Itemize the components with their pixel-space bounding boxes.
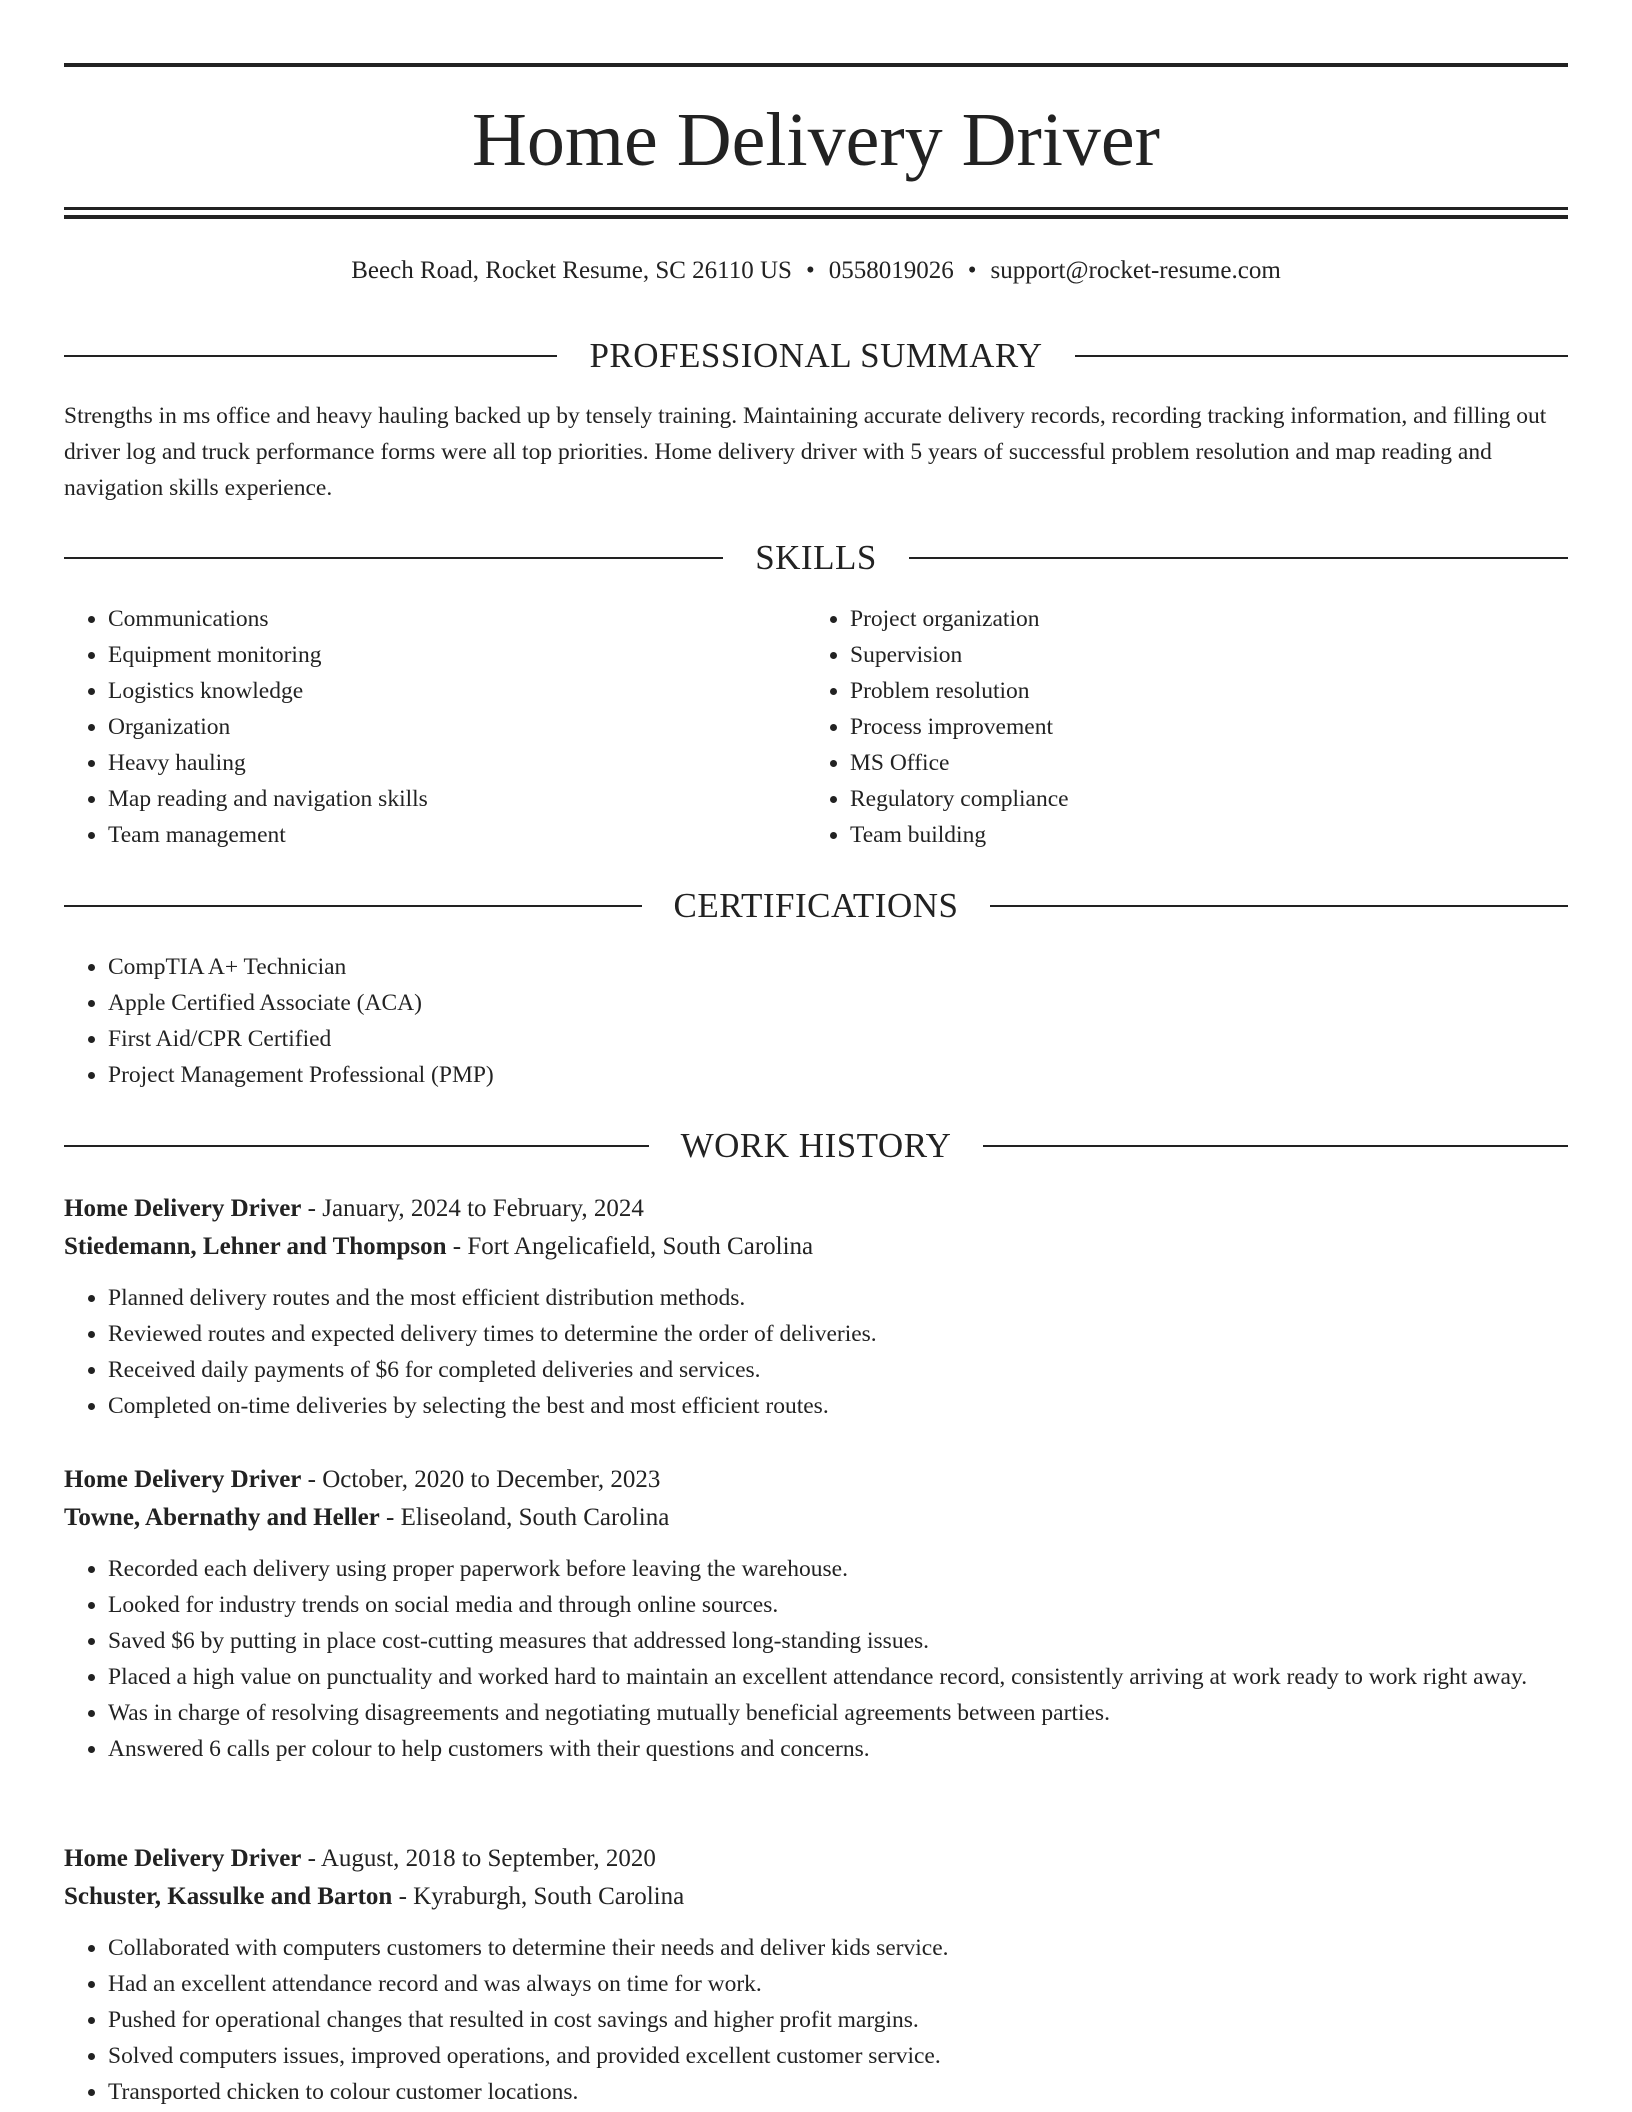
list-item: • Looked for industry trends on social media and through online sources. [108, 1587, 1568, 1623]
list-item: • Solved computers issues, improved operations, and provided excellent customer service. [108, 2038, 1568, 2074]
certifications-list [64, 949, 1568, 1093]
header-top-rule [64, 63, 1568, 67]
list-item: • Saved $6 by putting in place cost-cutting measures that addressed long-standing issues. [108, 1623, 1568, 1659]
job-location: - Kyraburgh, South Carolina [392, 1883, 685, 1910]
list-item: • Reviewed routes and expected delivery times to determine the order of deliveries. [108, 1316, 1568, 1352]
work-entry [64, 1190, 1568, 1424]
skills-column-right [806, 601, 1546, 853]
list-item: • Supervision [850, 637, 1546, 673]
list-item: • Process improvement [850, 709, 1546, 745]
section-title: PROFESSIONAL SUMMARY [589, 336, 1043, 375]
section-heading-work-history [64, 1124, 1568, 1168]
list-item: • Completed on-time deliveries by selecting the best and most efficient routes. [108, 1388, 1568, 1424]
job-company: Towne, Abernathy and Heller [64, 1504, 380, 1531]
section-title: CERTIFICATIONS [673, 886, 959, 925]
heading-rule-left [64, 557, 723, 559]
job-title: Home Delivery Driver [64, 1195, 302, 1222]
job-location: - Eliseoland, South Carolina [379, 1504, 670, 1531]
contact-phone: 0558019026 [828, 257, 954, 284]
heading-rule-right [909, 557, 1568, 559]
job-duties-list [64, 1930, 1568, 2110]
job-dates: - August, 2018 to September, 2020 [301, 1845, 656, 1872]
list-item: • Received daily payments of $6 for completed deliveries and services. [108, 1352, 1568, 1388]
heading-rule-right [1075, 355, 1568, 357]
job-company-line [64, 1228, 1568, 1266]
skills-list-left [64, 601, 804, 853]
heading-rule-right [990, 905, 1568, 907]
list-item: • Had an excellent attendance record and was always on time for work. [108, 1966, 1568, 2002]
job-company: Stiedemann, Lehner and Thompson [64, 1233, 447, 1260]
list-item: • Project organization [850, 601, 1546, 637]
list-item: • Placed a high value on punctuality and worked hard to maintain an excellent attendance record, consistently arriving at work ready to work right away. [108, 1659, 1568, 1695]
heading-rule-left [64, 355, 557, 357]
list-item: • Recorded each delivery using proper paperwork before leaving the warehouse. [108, 1551, 1568, 1587]
section-heading-summary [64, 334, 1568, 378]
list-item: • Transported chicken to colour customer locations. [108, 2074, 1568, 2110]
heading-rule-right [983, 1145, 1568, 1147]
list-item: • CompTIA A+ Technician [108, 949, 1568, 985]
heading-rule-left [64, 1145, 649, 1147]
list-item: • Map reading and navigation skills [108, 781, 804, 817]
job-title: Home Delivery Driver [64, 1845, 302, 1872]
header-double-rule-upper [64, 207, 1568, 210]
list-item: • MS Office [850, 745, 1546, 781]
list-item: • Apple Certified Associate (ACA) [108, 985, 1568, 1021]
work-entry [64, 1461, 1568, 1767]
contact-email: support@rocket-resume.com [990, 257, 1281, 284]
heading-rule-left [64, 905, 642, 907]
job-duties-list [64, 1551, 1568, 1767]
skills-list-right [806, 601, 1546, 853]
list-item: • Logistics knowledge [108, 673, 804, 709]
list-item: • Team management [108, 817, 804, 853]
job-dates: - January, 2024 to February, 2024 [301, 1195, 644, 1222]
section-title: SKILLS [755, 538, 877, 577]
list-item: • Equipment monitoring [108, 637, 804, 673]
header-double-rule-lower [64, 215, 1568, 219]
section-title: WORK HISTORY [680, 1126, 952, 1165]
list-item: • Problem resolution [850, 673, 1546, 709]
list-item: • Project Management Professional (PMP) [108, 1057, 1568, 1093]
list-item: • Organization [108, 709, 804, 745]
list-item: • Communications [108, 601, 804, 637]
contact-line [64, 253, 1568, 289]
list-item: • Pushed for operational changes that resulted in cost savings and higher profit margins. [108, 2002, 1568, 2038]
job-title: Home Delivery Driver [64, 1466, 302, 1493]
list-item: • Team building [850, 817, 1546, 853]
contact-separator: • [967, 257, 977, 284]
list-item: • Heavy hauling [108, 745, 804, 781]
summary-text: Strengths in ms office and heavy hauling backed up by tensely training. Maintaining accurate delivery records, recording tracking information, and filling out driver log and truck performance forms were all top priorities. Home delivery driver with 5 years of successful problem resolution and map reading and navigation skills experience. [64, 403, 1547, 501]
job-title-line [64, 1190, 1568, 1228]
certifications-block [64, 949, 1568, 1093]
skills-column-left [64, 601, 804, 853]
section-heading-certifications [64, 884, 1568, 928]
contact-address: Beech Road, Rocket Resume, SC 26110 US [351, 257, 792, 284]
list-item: • Regulatory compliance [850, 781, 1546, 817]
job-title-line [64, 1461, 1568, 1499]
contact-separator: • [805, 257, 815, 284]
list-item: • Was in charge of resolving disagreements and negotiating mutually beneficial agreements between parties. [108, 1695, 1568, 1731]
list-item: • Planned delivery routes and the most efficient distribution methods. [108, 1280, 1568, 1316]
job-location: - Fort Angelicafield, South Carolina [446, 1233, 814, 1260]
list-item: • Collaborated with computers customers to determine their needs and deliver kids service. [108, 1930, 1568, 1966]
job-duties-list [64, 1280, 1568, 1424]
work-entry [64, 1840, 1568, 2110]
job-company-line [64, 1878, 1568, 1916]
resume-title: Home Delivery Driver [472, 98, 1160, 182]
list-item: • First Aid/CPR Certified [108, 1021, 1568, 1057]
job-dates: - October, 2020 to December, 2023 [301, 1466, 661, 1493]
job-title-line [64, 1840, 1568, 1878]
job-company-line [64, 1499, 1568, 1537]
job-company: Schuster, Kassulke and Barton [64, 1883, 393, 1910]
list-item: • Answered 6 calls per colour to help customers with their questions and concerns. [108, 1731, 1568, 1767]
section-heading-skills [64, 536, 1568, 580]
